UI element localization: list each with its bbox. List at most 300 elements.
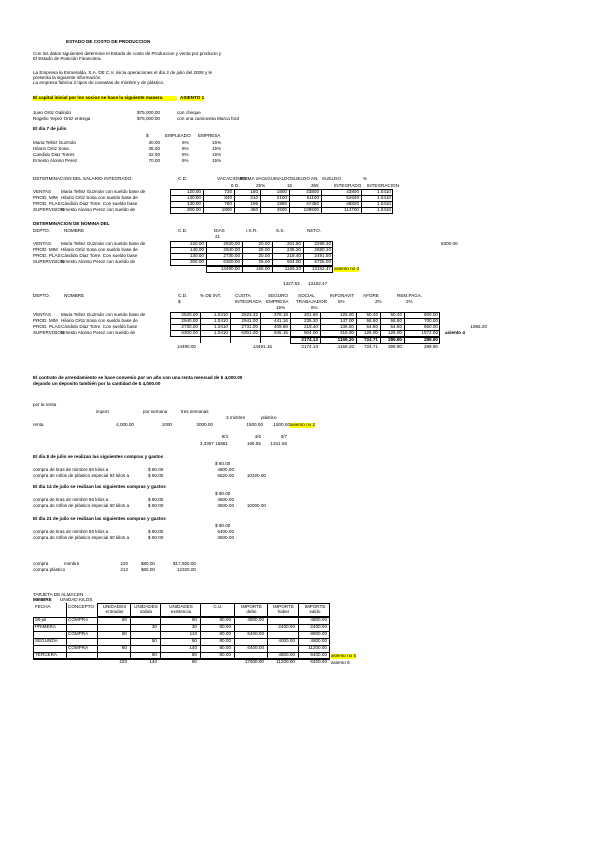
dollar-sign: $ 80.00: [215, 491, 231, 496]
column-header: C.D.: [178, 176, 188, 181]
text-cell: 30: [191, 624, 197, 629]
text-cell: 300.00: [186, 207, 201, 212]
text-cell: COMPRA: [68, 617, 89, 622]
employee-desc: Cándido Diaz Torre. Con sueldo base: [61, 253, 138, 258]
text-cell: 6301.00: [241, 330, 258, 335]
capital-note: con cheque: [177, 110, 201, 115]
employee-desc: Hilario Ortiz Sosa con sueldo base de: [61, 247, 138, 252]
text-cell: tres semanas: [181, 409, 209, 414]
kardex-body-box: [33, 617, 330, 659]
text-cell: por la renta: [33, 402, 57, 407]
compra-desc: compra de tiras de mimbre 80 kilos a: [33, 529, 109, 534]
column-header: DIAS: [214, 228, 225, 233]
text-cell: 1800: [276, 189, 287, 194]
column-header: SOCIAL: [298, 293, 315, 298]
employee-desc: Hilario Ortiz Sosa con sueldo base de: [61, 318, 138, 323]
asiento-badge: asiento no 3: [334, 266, 360, 271]
section-heading: DETERMINACION DEL SALARIO INTEGRADO.: [33, 176, 133, 181]
total-value: 724.71: [363, 337, 378, 342]
text-cell: 201.60: [286, 241, 301, 246]
employee-name: Maria Tellez Guzmán: [33, 140, 77, 145]
text-cell: mimbre: [64, 561, 80, 566]
employee-desc: Hilario Ortiz Sosa con sueldo base de: [61, 195, 138, 200]
intro-line: El Estado de Posición Financiera.: [33, 56, 102, 61]
text-cell: $17,600.00: [173, 561, 196, 566]
text-cell: 441.16: [273, 318, 288, 323]
text-cell: 15%: [212, 152, 222, 157]
column-header: AGUINALDO: [264, 176, 292, 181]
text-cell: 315.00: [339, 330, 354, 335]
text-cell: 4800.00: [217, 497, 234, 502]
text-cell: 58.80: [366, 318, 378, 323]
column-header: C.D.: [178, 228, 188, 233]
total-value: 14490.00: [220, 266, 240, 271]
column-header: CONCEPTO: [68, 604, 94, 609]
text-cell: renta: [33, 422, 44, 427]
column-header: SUELDO: [322, 176, 341, 181]
text-cell: 130.00: [186, 201, 201, 206]
text-cell: 2100: [276, 195, 287, 200]
column-header: I.S.R.: [246, 228, 258, 233]
text-cell: 4,000.00: [116, 422, 134, 427]
employee-desc: Cándido Diaz Torre. Con sueldo base: [61, 201, 138, 206]
compra-desc: compra de tiras de mimbre 60 kilos a: [33, 497, 109, 502]
text-cell: 5520.00: [217, 473, 234, 478]
text-cell: compra: [33, 561, 49, 566]
capital-note: con una camioneta Marca ford: [177, 116, 240, 121]
text-cell: 6400.00: [247, 645, 264, 650]
text-cell: 6400.00: [247, 631, 264, 636]
text-cell: 235.20: [303, 318, 318, 323]
text-cell: 48820: [346, 201, 359, 206]
text-cell: $: [146, 133, 149, 138]
text-cell: $ 60.00: [148, 535, 164, 540]
total-value: 165.00: [255, 266, 270, 271]
text-cell: 3 mimbre: [226, 415, 246, 420]
text-cell: $ 80.00: [148, 467, 164, 472]
rule-line: [170, 324, 440, 325]
total-value: 6400.00: [310, 659, 327, 664]
text-cell: 114700: [344, 207, 359, 212]
text-cell: 2400.00: [310, 624, 327, 629]
text-cell: $60.00: [140, 567, 155, 572]
column-header: FECHA: [35, 604, 51, 609]
capital-heading: El capital inicial por los socios se hace la siguiente manera.: [33, 96, 177, 101]
rule-line: [170, 318, 440, 319]
text-cell: 14491.16: [252, 344, 272, 349]
text-cell: 140.00: [186, 195, 201, 200]
column-header: $: [178, 299, 181, 304]
text-cell: COMPRA: [68, 631, 89, 636]
text-cell: 4800.00: [310, 638, 327, 643]
text-cell: import: [96, 409, 109, 414]
column-header: IMPORTE debe: [241, 604, 262, 614]
text-cell: 25.00: [258, 259, 270, 264]
asiento-badge: asiento 4: [445, 330, 465, 335]
text-cell: 195: [250, 201, 258, 206]
text-cell: 5725.00: [314, 259, 331, 264]
text-cell: plástico: [261, 415, 277, 420]
text-cell: 2400.00: [278, 624, 295, 629]
dept-label: VENTAS: [33, 189, 52, 194]
text-cell: 1.0410: [376, 195, 391, 200]
column-header: SUELDO AN.: [291, 176, 319, 181]
text-cell: 6%: [182, 158, 189, 163]
total-value: 289.90: [423, 337, 438, 342]
text-cell: EMPLEADO: [165, 133, 191, 138]
text-cell: PRIMERA: [35, 624, 56, 629]
text-cell: 126.00: [387, 330, 402, 335]
text-cell: 10000.00: [246, 503, 266, 508]
text-cell: 52640: [346, 195, 359, 200]
rule-line: [170, 259, 333, 260]
text-cell: 80: [121, 631, 127, 636]
employee-desc: Maria Tellez Guzmán con sueldo base de: [61, 241, 146, 246]
text-cell: 4800.00: [278, 652, 295, 657]
text-cell: 3/7: [280, 434, 287, 439]
text-cell: 70.00: [148, 158, 160, 163]
column-header: INTEGRACION: [367, 183, 399, 188]
employee-desc: Ernesto Alonso Perez con sueldo de: [61, 207, 136, 212]
text-cell: 2680.10: [314, 247, 331, 252]
kardex-header-box: [97, 603, 330, 617]
text-cell: 80.00: [219, 631, 231, 636]
text-cell: 60: [151, 652, 157, 657]
intro-line: La Empresa la Esmeralda, S.A. DE C.V. inicia operaciones el día 2 de julio del 2008 y le: [33, 70, 213, 75]
total-value: 289.90: [387, 337, 402, 342]
text-cell: 47450: [306, 201, 319, 206]
text-cell: 1965.20: [470, 324, 487, 329]
text-cell: 1.0410: [376, 189, 391, 194]
text-cell: 3600.00: [217, 535, 234, 540]
total-value: 11200.00: [276, 659, 295, 664]
text-cell: 120.00: [189, 241, 204, 246]
text-cell: 218.40: [286, 253, 301, 258]
text-cell: 15%: [212, 140, 222, 145]
text-cell: 9/3: [221, 434, 228, 439]
text-cell: 218.40: [303, 324, 318, 329]
text-cell: 14490.00: [176, 344, 196, 349]
text-cell: 2520.00: [181, 312, 198, 317]
text-cell: 3.3387 16881: [199, 441, 228, 446]
column-header: UNIDADES salida: [134, 604, 158, 614]
text-cell: 201.60: [303, 312, 318, 317]
total-value: 1159.20: [284, 266, 301, 271]
column-header: 15: [287, 183, 293, 188]
text-cell: 80.00: [219, 624, 231, 629]
employee-desc: Cándido Diaz Torre. Con sueldo base: [61, 324, 138, 329]
text-cell: 2940.00: [223, 247, 240, 252]
dept-label: PROD. PLAS: [33, 324, 61, 329]
text-cell: 2731.00: [241, 324, 258, 329]
column-header: 5%: [338, 299, 345, 304]
column-header: REM.PAGA.: [397, 293, 423, 298]
column-header: 6 D.: [231, 183, 240, 188]
column-header: %: [363, 176, 368, 181]
text-cell: 20.00: [258, 253, 270, 258]
text-cell: 54.60: [390, 324, 402, 329]
column-header: 6%: [311, 305, 318, 310]
text-cell: 80.00: [219, 617, 231, 622]
text-cell: 2730.00: [181, 324, 198, 329]
text-cell: 2491.50: [314, 253, 331, 258]
dept-label: PROD. PLAS: [33, 253, 61, 258]
section-heading: DETERMINACION DE NOMINA DEL: [33, 221, 110, 226]
text-cell: 80: [121, 645, 127, 650]
compra-desc: compra de rollos de plástico especial 92 kilos a: [33, 473, 130, 478]
text-cell: 650.00: [423, 324, 438, 329]
column-header: 365: [311, 183, 319, 188]
column-header: S.S.: [276, 228, 285, 233]
text-cell: 60: [121, 617, 127, 622]
column-header: 2%: [375, 299, 382, 304]
dept-label: PROD. PLAS: [33, 201, 61, 206]
column-header: UNIDADES existencia: [169, 604, 193, 614]
column-header: NETO.: [307, 228, 321, 233]
dept-label: PROD. MIM: [33, 195, 58, 200]
text-cell: 11200.00: [308, 645, 327, 650]
text-cell: compra plástico: [33, 567, 66, 572]
text-cell: 50: [151, 638, 157, 643]
text-cell: 43800: [346, 189, 359, 194]
text-cell: $80.00: [140, 561, 155, 566]
total-value: 220: [119, 659, 127, 664]
text-cell: 08-jul: [35, 617, 47, 622]
dept-label: SUPERVISION: [33, 330, 65, 335]
text-cell: 35.00: [148, 146, 160, 151]
text-cell: 80: [191, 652, 197, 657]
section-heading: El día 8 de julio se realizan las siguientes compras y gastos: [33, 454, 164, 459]
capital-partner: Juan Ortiz Galindo: [33, 110, 72, 115]
text-cell: 6400.00: [217, 529, 234, 534]
text-cell: 1.0410: [376, 207, 391, 212]
text-cell: 2941.00: [241, 318, 258, 323]
text-cell: 80.00: [219, 645, 231, 650]
text-cell: 126.00: [363, 330, 378, 335]
text-cell: 180: [250, 189, 258, 194]
text-cell: 60: [191, 617, 197, 622]
text-cell: 1.0410: [213, 330, 228, 335]
text-cell: 6300.00: [223, 259, 240, 264]
text-cell: DEPTO.: [33, 228, 51, 233]
text-cell: $ 80.00: [148, 529, 164, 534]
text-cell: 30: [151, 624, 157, 629]
text-cell: 220: [120, 561, 128, 566]
text-cell: EMPRESA: [198, 133, 221, 138]
text-cell: 110: [189, 631, 197, 636]
text-cell: 1500.00: [246, 422, 263, 427]
renta-text: El contrato de arrendamiento se hace convenio por un año con una renta mensual de $ 4,000.00: [33, 375, 243, 380]
text-cell: $ 60.00: [148, 503, 164, 508]
text-cell: 51100: [306, 195, 319, 200]
dept-label: VENTAS: [33, 312, 52, 317]
text-cell: 21: [215, 234, 221, 239]
column-header: 15%: [276, 305, 286, 310]
rule-line: [170, 253, 333, 254]
text-cell: 1000: [161, 422, 172, 427]
text-cell: 12320.00: [176, 567, 196, 572]
text-cell: 2940.00: [181, 318, 198, 323]
text-cell: 1159.20: [337, 344, 354, 349]
asiento-badge: asiento no 5: [331, 653, 357, 658]
text-cell: 10320.00: [246, 473, 266, 478]
page-title: ESTADO DE COSTO DE PRODUCCION: [66, 39, 151, 44]
total-value: 13162.47: [311, 266, 331, 271]
text-cell: 378.18: [273, 312, 288, 317]
text-cell: 4500: [276, 207, 287, 212]
compra-desc: compra de rollos de plástico especial 60 kilos a: [33, 503, 130, 508]
intro-line: Con los datos siguientes determine el Estado de costo de Produccion y venta por producto y: [33, 51, 222, 56]
text-cell: $ 60.00: [148, 473, 164, 478]
text-cell: 1.0410: [376, 201, 391, 206]
text-cell: 166.55: [246, 441, 261, 446]
text-cell: 3600.00: [217, 503, 234, 508]
text-cell: 4000.00: [278, 638, 295, 643]
text-cell: 50.40: [390, 312, 402, 317]
text-cell: 289.90: [423, 344, 438, 349]
section-heading: TARJETA DE ALMACEN: [33, 592, 84, 597]
text-cell: 43800: [306, 189, 319, 194]
text-cell: 6300.00: [181, 330, 198, 335]
rule-line: [170, 207, 393, 208]
capital-amount: $75,000.00: [137, 110, 160, 115]
text-cell: 6%: [182, 140, 189, 145]
capital-partner: Rogelio Yepez Ortiz entrega: [33, 116, 91, 121]
section-heading: El día 21 de julio se realizan las siguientes compras y gastos: [33, 516, 166, 521]
text-cell: 2623.32: [241, 312, 258, 317]
employee-desc: Ernesto Alonso Perez con sueldo de: [61, 330, 136, 335]
text-cell: 15%: [212, 146, 222, 151]
text-cell: 945.15: [273, 330, 288, 335]
text-cell: 32.00: [148, 152, 160, 157]
column-header: C.U.: [213, 604, 223, 609]
text-cell: 126.00: [339, 312, 354, 317]
text-cell: 2174.13: [301, 344, 318, 349]
text-cell: 80.00: [219, 652, 231, 657]
column-header: NOMBRE: [64, 293, 85, 298]
intro-line: La empresa fabrica 2 tipos de canastas de mimbre y de plástico.: [33, 80, 165, 85]
column-header: 25%: [256, 183, 266, 188]
column-header: SEGURO: [268, 293, 288, 298]
rule-line: [170, 330, 440, 331]
employee-name: Candido Diaz Torres: [33, 152, 75, 157]
text-cell: 1500.00: [273, 422, 290, 427]
text-cell: 140.00: [189, 247, 204, 252]
text-cell: 235.20: [286, 247, 301, 252]
dept-label: PROD. MIM: [33, 318, 58, 323]
text-cell: SEGUNDA: [35, 638, 58, 643]
text-cell: 130.00: [189, 253, 204, 258]
dollar-sign: $ 80.00: [215, 461, 231, 466]
text-cell: 30.00: [148, 140, 160, 145]
dept-label: VENTAS: [33, 241, 52, 246]
text-cell: 1800: [221, 207, 232, 212]
text-cell: 840: [224, 195, 232, 200]
column-header: CUOTA: [235, 293, 251, 298]
text-cell: $ 80.00: [148, 497, 164, 502]
column-header: C.D.: [178, 293, 188, 298]
employee-desc: Maria Tellez Guzmán con sueldo base de: [61, 312, 146, 317]
column-header: INTEGRADO: [334, 183, 362, 188]
text-cell: 504.00: [286, 259, 301, 264]
text-cell: por semana: [143, 409, 168, 414]
text-cell: 50.40: [366, 312, 378, 317]
section-heading: El día 14 de julio se realizan las siguientes compras y gastos: [33, 484, 166, 489]
text-cell: MIMBRE: [33, 597, 52, 602]
employee-name: Ernesto Alonso Perez: [33, 158, 78, 163]
text-cell: 4800.00: [217, 467, 234, 472]
text-cell: 2298.30: [314, 241, 331, 246]
text-cell: 1572.00: [421, 330, 438, 335]
text-cell: 1.0410: [213, 312, 228, 317]
column-header: INTEGRADA: [235, 299, 262, 304]
text-cell: 504.00: [303, 330, 318, 335]
text-cell: 724.71: [363, 344, 378, 349]
text-cell: 136.50: [339, 324, 354, 329]
text-cell: 210: [250, 195, 258, 200]
dept-label: PROD. MIM: [33, 247, 58, 252]
section-heading: El día 7 de julio: [33, 126, 67, 131]
text-cell: 6%: [182, 152, 189, 157]
text-cell: 20.00: [258, 241, 270, 246]
text-cell: 15%: [212, 158, 222, 163]
column-header: 2%: [406, 299, 413, 304]
text-cell: 109500: [303, 207, 319, 212]
employee-desc: Ernesto Alonso Perez con sueldo de: [61, 259, 136, 264]
total-value: 1159.20: [337, 337, 354, 342]
asiento-badge: ASIENTO 1: [180, 95, 205, 100]
column-header: INFONAVIT: [330, 293, 355, 298]
text-cell: 289.90: [387, 344, 402, 349]
column-header: PRIMA VAC.: [240, 176, 266, 181]
text-cell: 147.00: [339, 318, 354, 323]
text-cell: 58.80: [390, 318, 402, 323]
dollar-sign: $ 80.00: [215, 523, 231, 528]
text-cell: COMPRA: [68, 645, 89, 650]
column-header: IMPORTE saldo: [304, 604, 326, 614]
rule-line: [170, 195, 393, 196]
employee-name: Hilario Ortiz Sosa: [33, 146, 69, 151]
column-header: AFORE: [363, 293, 379, 298]
dept-label: SUPERVISION: [33, 207, 65, 212]
text-cell: 1950: [276, 201, 287, 206]
text-cell: 25.00: [258, 247, 270, 252]
text-cell: 2730.00: [223, 253, 240, 258]
text-cell: 780: [224, 201, 232, 206]
asiento-badge: asiento 6: [331, 660, 350, 665]
text-cell: TERCERA: [35, 652, 57, 657]
text-cell: UNIDAD KILOS: [60, 597, 93, 602]
asiento-badge: asiento no 2: [290, 422, 316, 427]
text-cell: 300.00: [189, 259, 204, 264]
text-cell: 1341.66: [270, 441, 287, 446]
text-cell: 80.00: [219, 638, 231, 643]
text-cell: 6%: [182, 146, 189, 151]
text-cell: 720: [224, 189, 232, 194]
text-cell: NOMBRE: [64, 228, 85, 233]
text-cell: 212: [120, 567, 128, 572]
text-cell: 409.66: [273, 324, 288, 329]
total-value: 140: [149, 659, 157, 664]
renta-text: dejando un deposito también por la cantidad de $ 4,000.00: [33, 381, 161, 386]
text-cell: 120.00: [186, 189, 201, 194]
column-header: TRABAJADOR: [296, 299, 327, 304]
text-cell: 13162.47: [308, 281, 328, 286]
rule-line: [170, 201, 393, 202]
column-header: DEPTO.: [33, 293, 51, 298]
text-cell: 1.0410: [213, 318, 228, 323]
text-cell: 2520.00: [223, 241, 240, 246]
